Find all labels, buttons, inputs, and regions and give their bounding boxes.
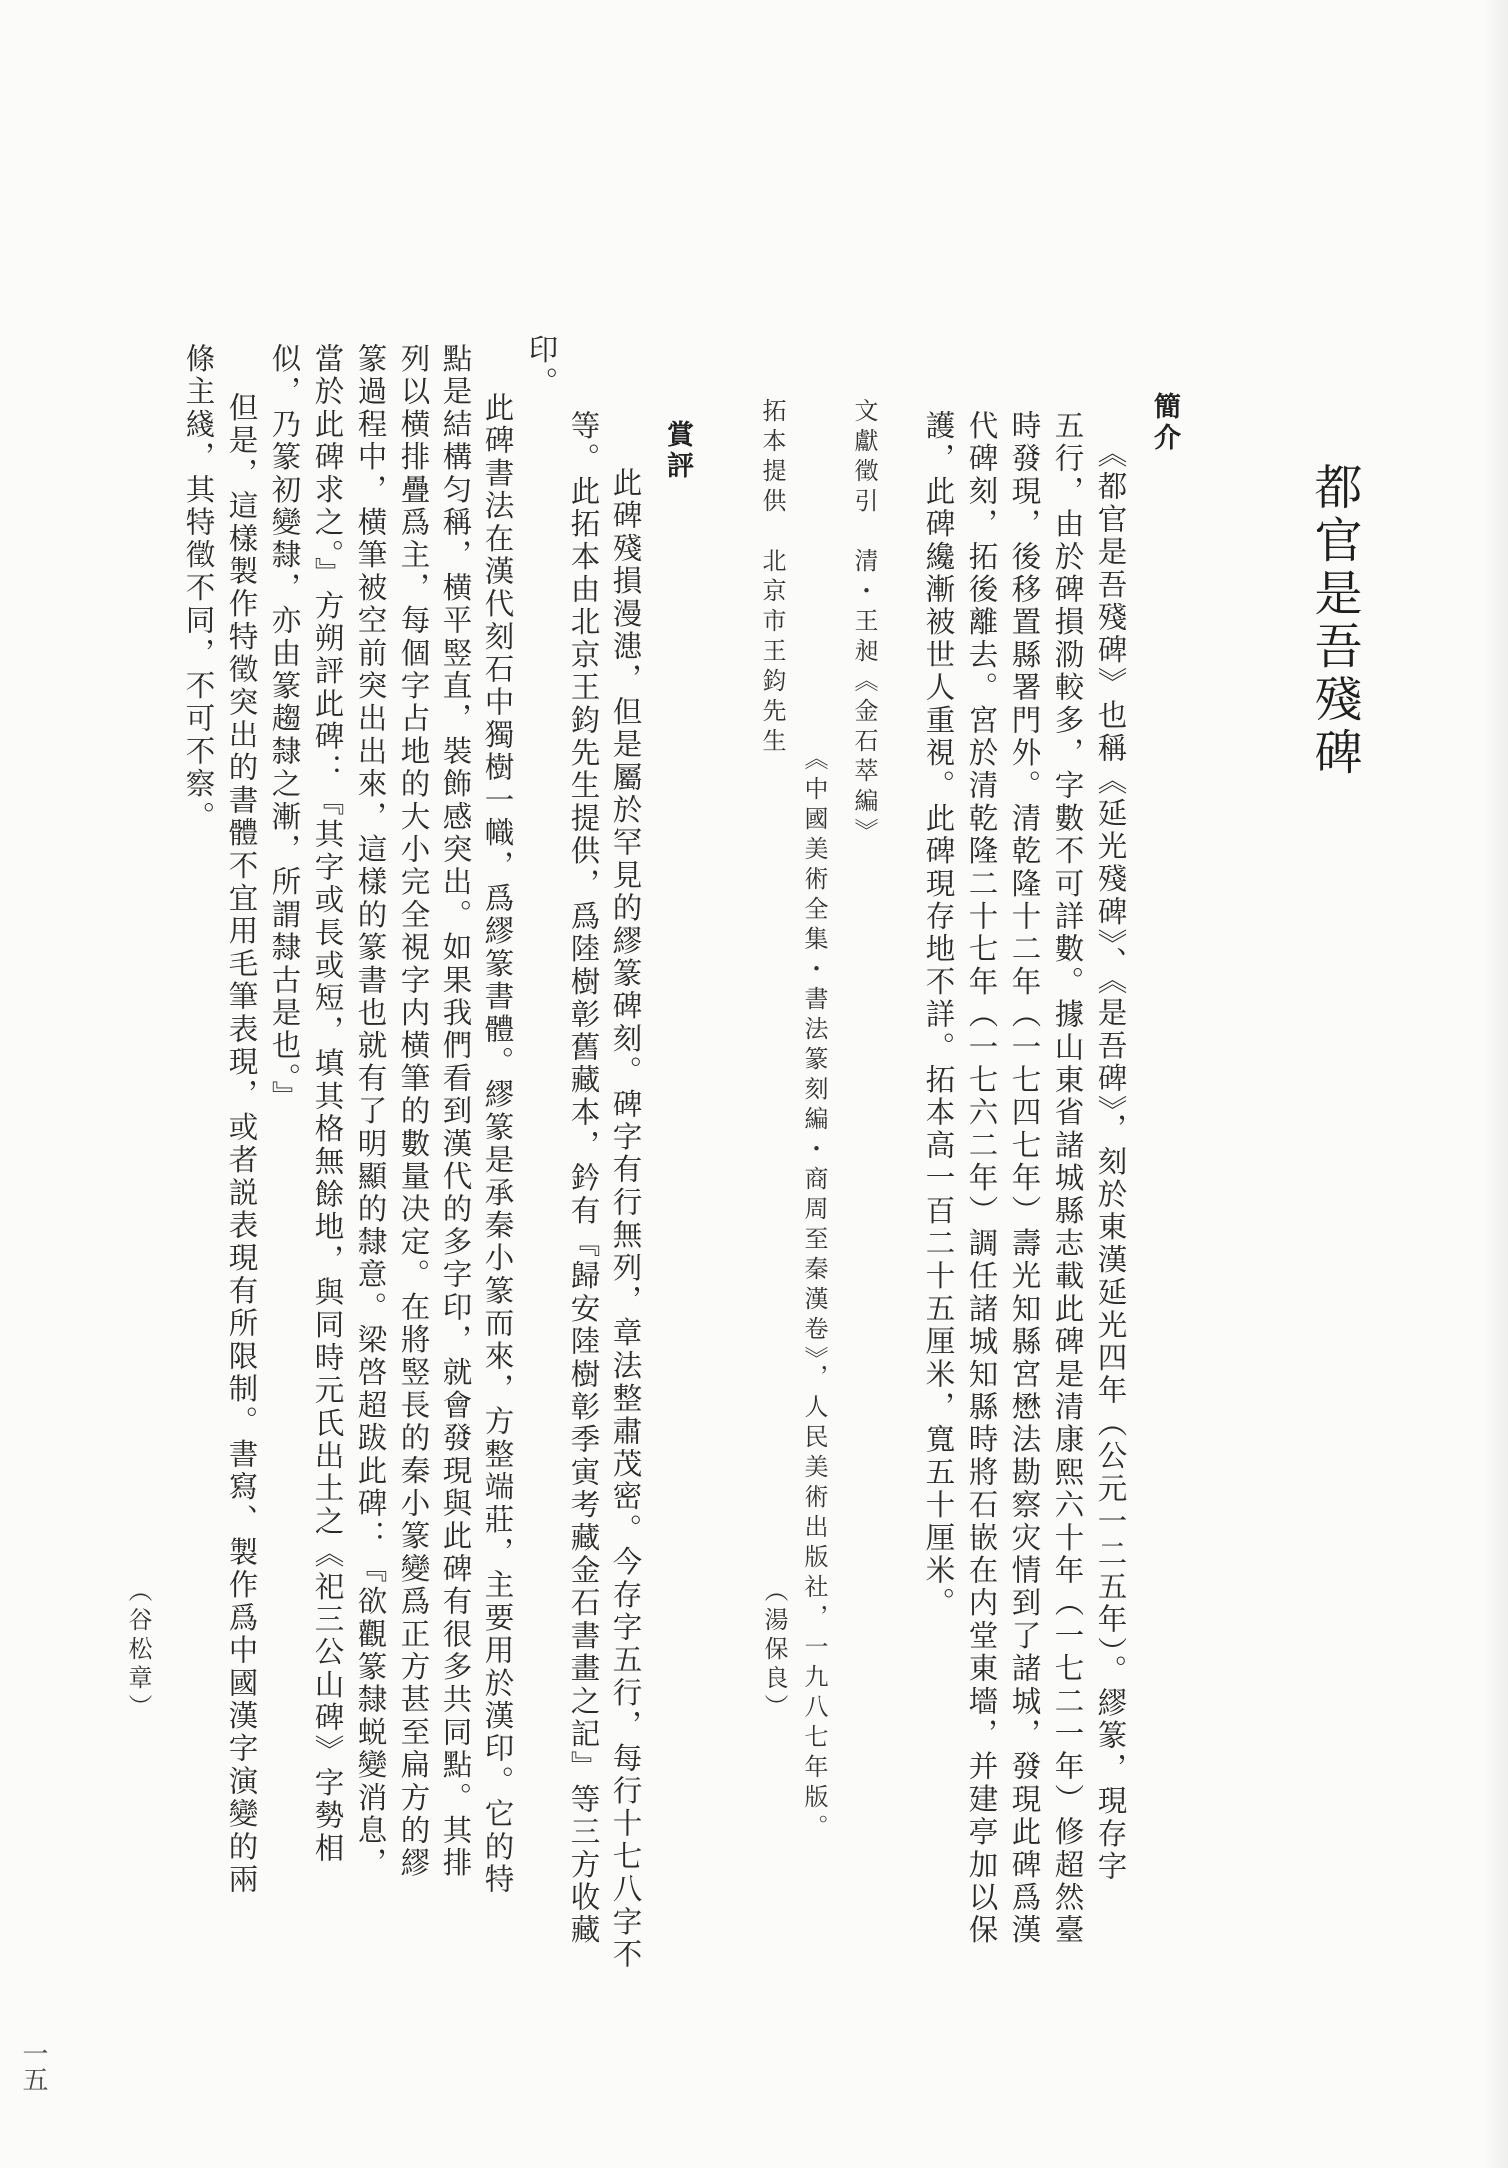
review-line: 條主綫，其特徵不同，不可不察。 — [181, 343, 216, 834]
intro-line: 五行，由於碑損泐較多，字數不可詳數。據山東省諸城縣志載此碑是清康熙六十年（一七二一年）修超然臺 — [1050, 410, 1085, 1947]
intro-line: 《都官是吾殘碑》也稱《延光殘碑》、《是吾碑》，刻於東漢延光四年（公元一二五年）。繆篆，現存字 — [1093, 438, 1128, 1884]
review-line: 點是結構匀稱，横平竪直，裝飾感突出。如果我們看到漢代的多字印，就會發現與此碑有很多共同點。其排 — [438, 343, 473, 1880]
review-heading: 賞評 — [662, 420, 693, 482]
literature-citation-continued: 《中國美術全集・書法篆刻編・商周至秦漢卷》，人民美術出版社，一九八七年版。 — [800, 746, 828, 1844]
review-line: 此碑書法在漢代刻石中獨樹一幟，爲繆篆書體。繆篆是承秦小篆而來，方整端莊，主要用於漢印。它的特 — [480, 392, 515, 1897]
intro-heading: 簡介 — [1149, 392, 1180, 454]
literature-citation: 文獻徵引 清・王昶《金石萃編》 — [850, 398, 878, 848]
review-line: 等。此拓本由北京王鈞先生提供，爲陸樹彰舊藏本，鈐有『歸安陸樹彰季寅考藏金石書畫之記』等三方收藏 — [566, 410, 601, 1947]
review-line: 但是，這樣製作特徵突出的書體不宜用毛筆表現，或者説表現有所限制。書寫、製作爲中國漢字演變的兩 — [224, 392, 259, 1897]
review-line: 當於此碑求之。』方朔評此碑：『其字或長或短，填其格無餘地，與同時元氏出土之《祀三公山碑》字勢相 — [310, 343, 345, 1866]
review-line: 印。 — [524, 334, 559, 400]
rubbing-provider: 拓本提供 北京市王鈞先生 — [758, 398, 786, 758]
page-number: 一五 — [18, 2040, 48, 2092]
intro-line: 護，此碑纔漸被世人重視。此碑現存地不詳。拓本高一百二十五厘米，寬五十厘米。 — [921, 410, 956, 1620]
review-line: 列以横排疊爲主，每個字占地的大小完全視字内横筆的數量决定。在將竪長的秦小篆變爲正方甚至扁方的繆 — [396, 343, 431, 1880]
intro-author: （湯保良） — [760, 1578, 788, 1723]
review-author: （谷松章） — [124, 1578, 152, 1723]
page-gutter-shadow — [1484, 0, 1508, 2168]
page-title: 都官是吾殘碑 — [1306, 462, 1362, 780]
review-line: 篆過程中，横筆被空前突出出來，這樣的篆書也就有了明顯的隸意。梁啓超跋此碑：『欲觀篆隸蜕變消息， — [353, 343, 388, 1880]
intro-line: 代碑刻，拓後離去。宮於清乾隆二十七年（一七六二年）調任諸城知縣時將石嵌在内堂東墻，并建亭加以保 — [964, 410, 999, 1947]
review-line: 此碑殘損漫漶，但是屬於罕見的繆篆碑刻。碑字有行無列，章法整肅茂密。今存字五行，每行十七八字不 — [608, 467, 643, 1972]
intro-line: 時發現，後移置縣署門外。清乾隆十二年（一七四七年）壽光知縣宮懋法勘察灾情到了諸城，發現此碑爲漢 — [1007, 410, 1042, 1947]
review-line: 似，乃篆初變隸，亦由篆趨隸之漸，所謂隸古是也。』 — [267, 343, 302, 1114]
